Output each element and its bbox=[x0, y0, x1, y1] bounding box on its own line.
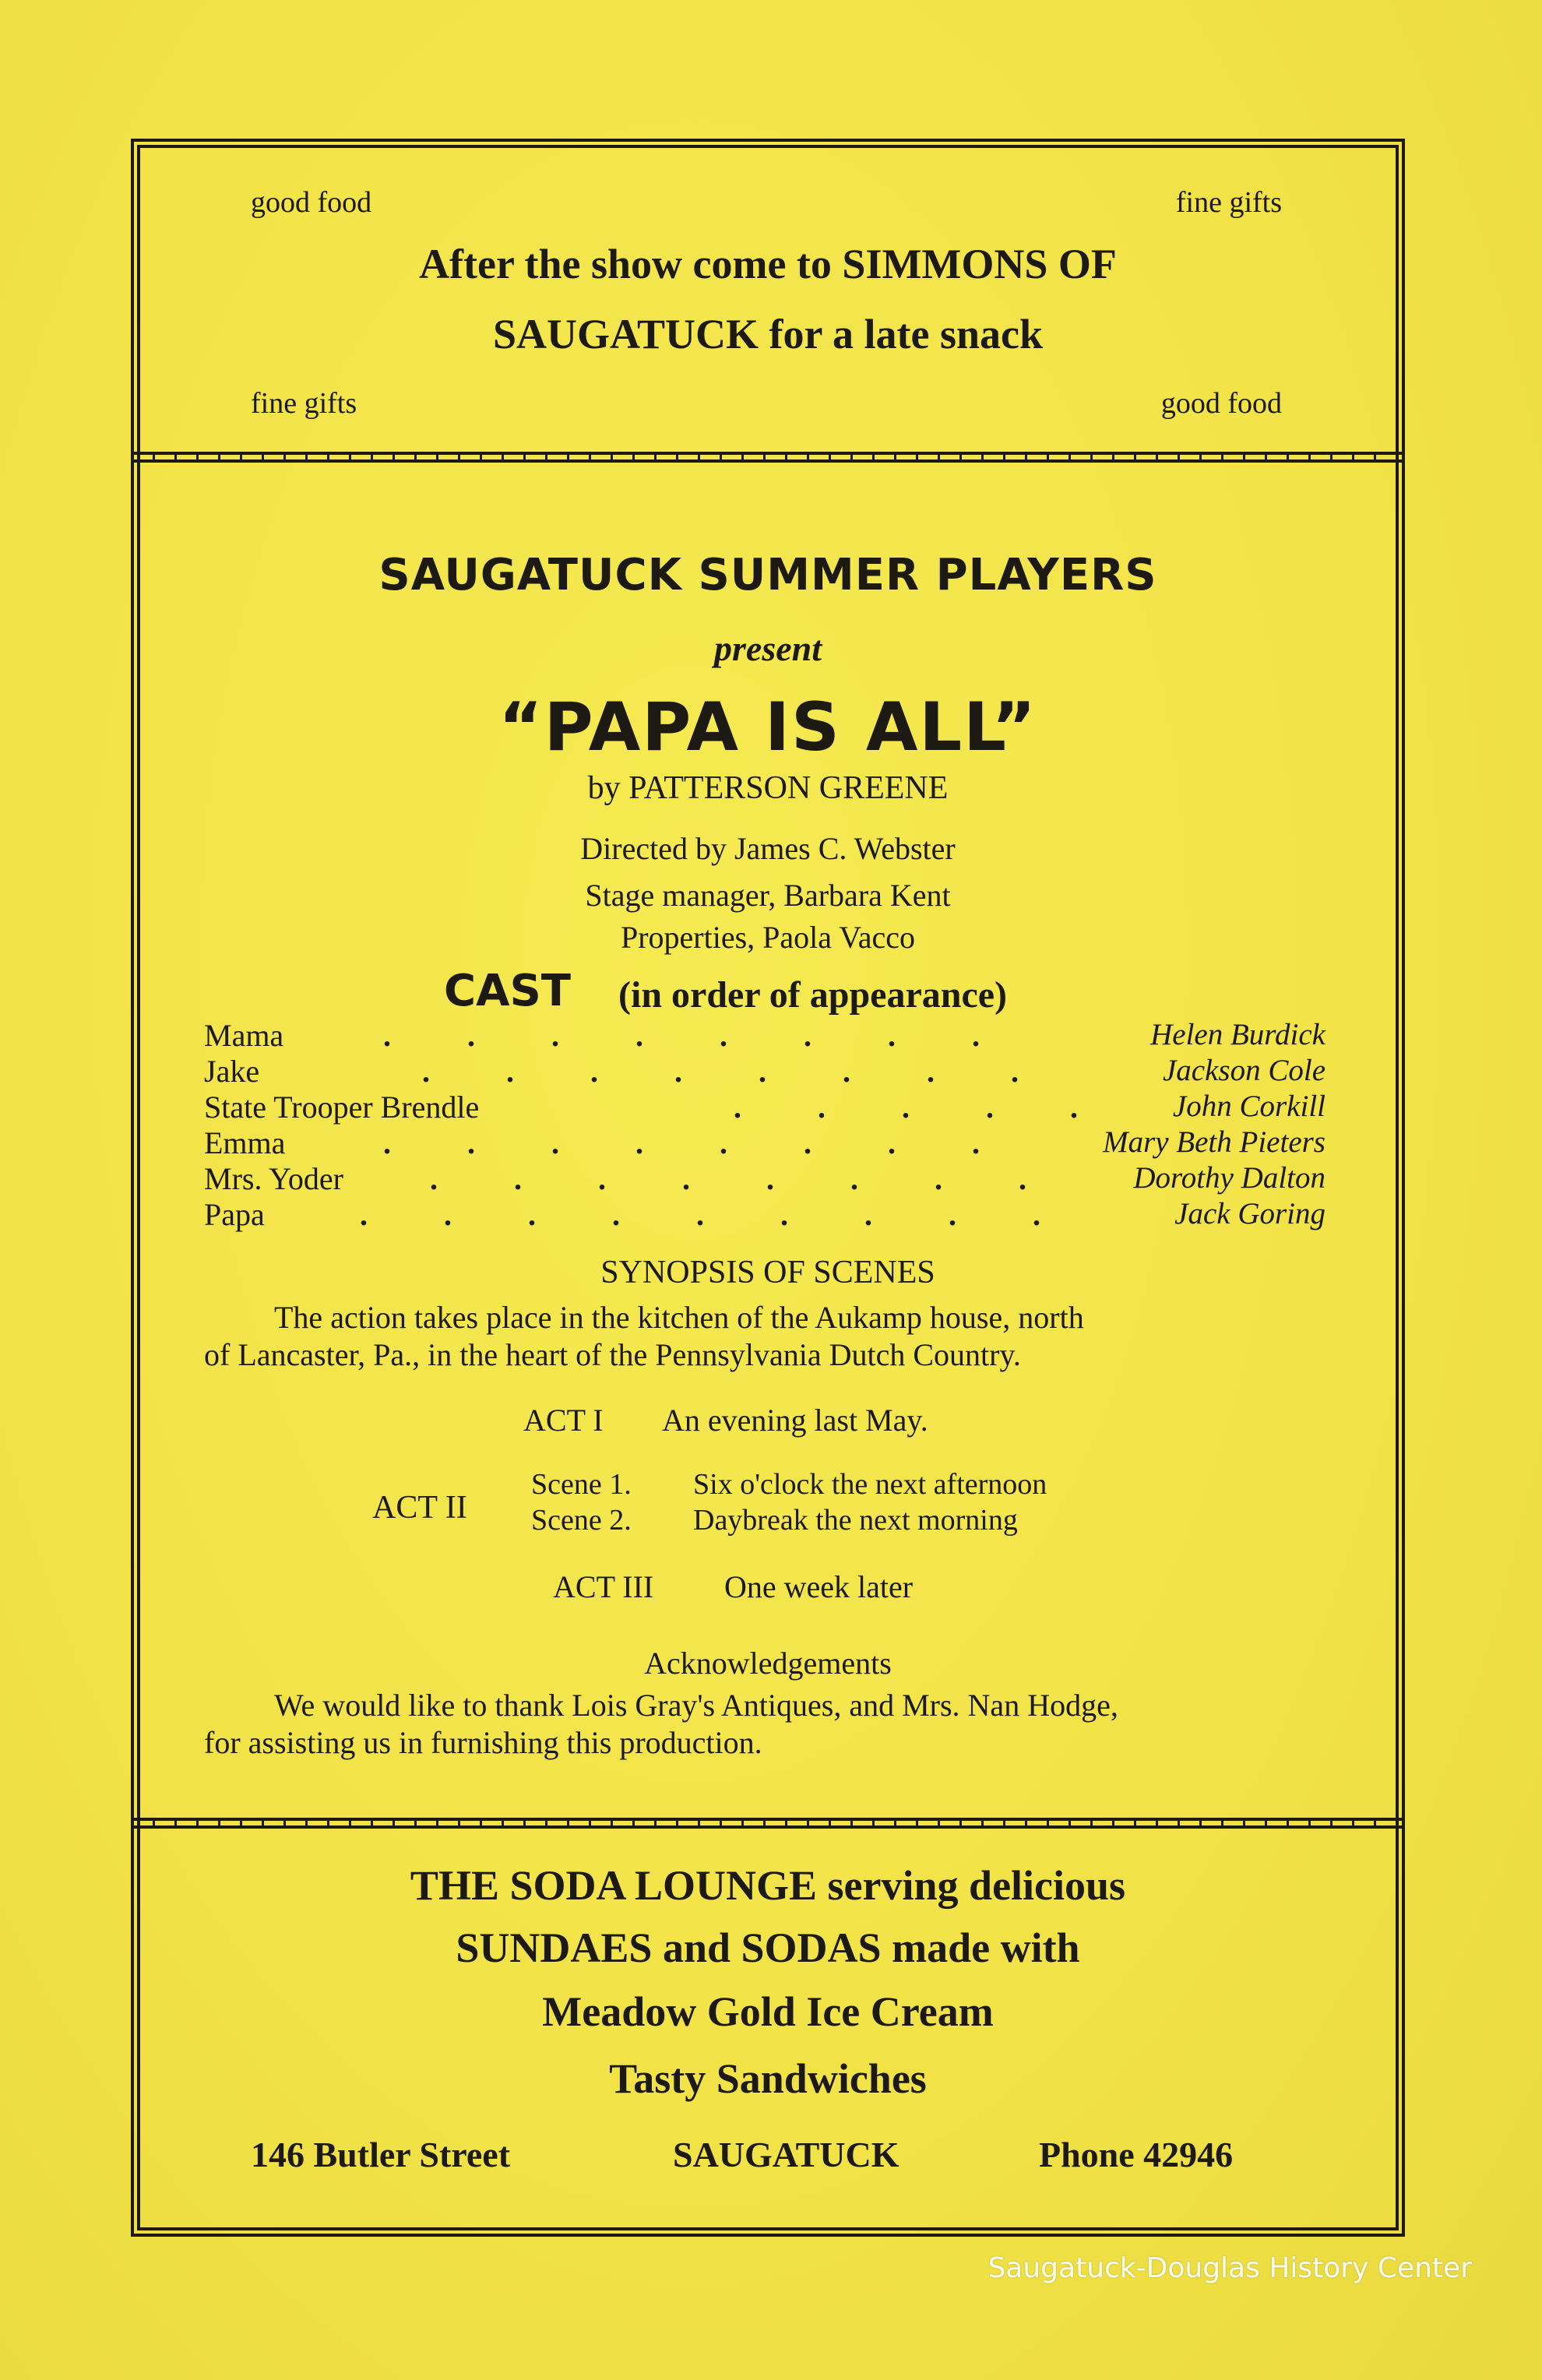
cast-row-state-trooper bbox=[204, 1089, 1325, 1125]
ad-corner-bottom-right: good food bbox=[1160, 387, 1282, 420]
cast-row-mama bbox=[204, 1017, 1325, 1053]
company-name: SAUGATUCK SUMMER PLAYERS bbox=[378, 550, 1157, 600]
chain-divider-top bbox=[131, 452, 1405, 463]
cast-actor: Jack Goring bbox=[1174, 1197, 1325, 1230]
acknowledgements-heading: Acknowledgements bbox=[644, 1646, 892, 1681]
present-label: present bbox=[714, 628, 822, 668]
cast-actor: John Corkill bbox=[1172, 1090, 1325, 1123]
ad-headline-line2: SAUGATUCK for a late snack bbox=[492, 311, 1043, 357]
cast-heading: CAST bbox=[444, 966, 571, 1016]
act2-scene1-label: Scene 1. bbox=[531, 1468, 632, 1501]
soda-ad-line3: Meadow Gold Ice Cream bbox=[542, 1988, 994, 2035]
act3-label: ACT III bbox=[553, 1569, 654, 1604]
cast-role: Emma bbox=[204, 1125, 286, 1160]
play-author: by PATTERSON GREENE bbox=[587, 770, 949, 806]
cast-actor: Mary Beth Pieters bbox=[1103, 1125, 1325, 1159]
cast-row-papa bbox=[204, 1196, 1325, 1232]
cast-role: Papa bbox=[204, 1197, 265, 1232]
cast-subheading: (in order of appearance) bbox=[618, 974, 1008, 1016]
act3-text: One week later bbox=[724, 1569, 914, 1604]
acknowledgements-line1: We would like to thank Lois Gray's Antiques, and Mrs. Nan Hodge, bbox=[274, 1688, 1118, 1723]
soda-ad-address: 146 Butler Street bbox=[251, 2135, 511, 2174]
cast-row-emma bbox=[204, 1125, 1325, 1160]
play-title: “PAPA IS ALL” bbox=[498, 688, 1037, 766]
synopsis-line2: of Lancaster, Pa., in the heart of the Pennsylvania Dutch Country. bbox=[204, 1337, 1021, 1372]
acknowledgements-line2: for assisting us in furnishing this production. bbox=[204, 1725, 762, 1760]
synopsis-line1: The action takes place in the kitchen of the Aukamp house, north bbox=[274, 1300, 1084, 1335]
cast-leader-dots: . . . . . . . . bbox=[383, 1125, 1014, 1160]
act2-scene2-text: Daybreak the next morning bbox=[693, 1504, 1018, 1537]
cast-actor: Helen Burdick bbox=[1150, 1018, 1325, 1051]
act2-scene2-label: Scene 2. bbox=[531, 1504, 632, 1537]
soda-ad-line1: THE SODA LOUNGE serving delicious bbox=[410, 1862, 1126, 1909]
archive-watermark: Saugatuck-Douglas History Center bbox=[988, 2252, 1472, 2284]
synopsis-heading: SYNOPSIS OF SCENES bbox=[600, 1255, 935, 1290]
cast-role: Mama bbox=[204, 1018, 284, 1053]
soda-ad-line2: SUNDAES and SODAS made with bbox=[456, 1924, 1080, 1971]
chain-divider-bottom bbox=[131, 1818, 1405, 1829]
soda-ad-city: SAUGATUCK bbox=[673, 2135, 900, 2174]
act1-label: ACT I bbox=[523, 1403, 604, 1438]
act2-scene1-text: Six o'clock the next afternoon bbox=[693, 1468, 1047, 1501]
ad-corner-bottom-left: fine gifts bbox=[251, 387, 357, 420]
credit-stage-manager: Stage manager, Barbara Kent bbox=[585, 878, 951, 913]
cast-leader-dots: . . . . . . . . bbox=[383, 1018, 1014, 1053]
cast-actor: Dorothy Dalton bbox=[1133, 1161, 1325, 1195]
credit-director: Directed by James C. Webster bbox=[580, 831, 956, 866]
act2-label: ACT II bbox=[372, 1490, 467, 1526]
cast-leader-dots: . . . . . . . . bbox=[422, 1054, 1053, 1089]
cast-leader-dots: . . . . . bbox=[734, 1090, 1112, 1125]
soda-ad-line4: Tasty Sandwiches bbox=[609, 2055, 927, 2102]
cast-role: Jake bbox=[204, 1054, 260, 1089]
cast-role: Mrs. Yoder bbox=[204, 1161, 343, 1196]
ad-corner-top-left: good food bbox=[251, 186, 372, 219]
credit-properties: Properties, Paola Vacco bbox=[620, 920, 916, 955]
cast-row-mrs-yoder bbox=[204, 1160, 1325, 1196]
act1-text: An evening last May. bbox=[662, 1403, 928, 1438]
cast-role: State Trooper Brendle bbox=[204, 1090, 480, 1125]
cast-leader-dots: . . . . . . . . bbox=[430, 1161, 1061, 1196]
ad-headline-line1: After the show come to SIMMONS OF bbox=[419, 241, 1117, 287]
ad-corner-top-right: fine gifts bbox=[1175, 186, 1282, 219]
soda-ad-phone: Phone 42946 bbox=[1039, 2135, 1234, 2174]
cast-leader-dots: . . . . . . . . . bbox=[360, 1197, 1075, 1232]
cast-actor: Jackson Cole bbox=[1162, 1054, 1325, 1087]
cast-row-jake bbox=[204, 1053, 1325, 1089]
